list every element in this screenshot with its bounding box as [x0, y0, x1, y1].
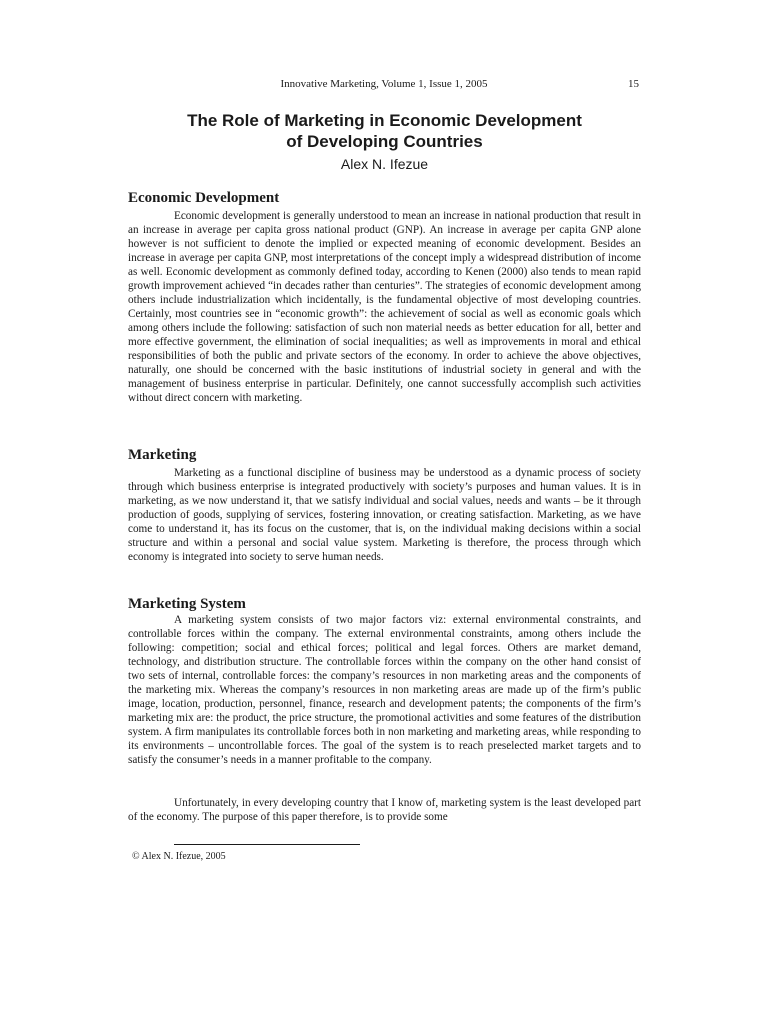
section-heading-marketing: Marketing [128, 447, 197, 463]
article-title [128, 110, 641, 152]
title-line-2: of Developing Countries [286, 132, 483, 151]
section-heading-economic-development: Economic Development [128, 190, 280, 206]
paragraph-marketing-system-1: A marketing system consists of two major factors viz: external environmental constraints, and controllable forces within the company. The external environmental constraints, among others include the following: competition; social and ethical forces; political and legal forces. Others are market demand, technology, and distribution structure. The controllable forces within the company on the other hand consist of two sets of internal, controllable forces: the company’s resources in non marketing areas and the components of the marketing mix. Whereas the company’s resources in non marketing areas are made up of the firm’s public image, location, production, personnel, finance, research and development patents; the components of the firm’s marketing mix are: the product, the price structure, the promotional activities and some features of the distribution system. A firm manipulates its controllable forces both in non marketing and marketing areas, while responding to its environments – uncontrollable forces. The goal of the system is to reach preselected market targets and to satisfy the consumer’s needs in a manner profitable to the company. [128, 614, 641, 766]
running-head: Innovative Marketing, Volume 1, Issue 1, 2005 [280, 78, 488, 90]
paragraph-economic-development: Economic development is generally understood to mean an increase in national production that result in an increase in average per capita gross national product (GNP). An increase in average per capita GNP alone however is not sufficient to denote the implied or expected meaning of economic development. Besides an increase in average per capita GNP, most interpretations of the concept imply a widespread distribution of income as well. Economic development as commonly defined today, according to Kenen (2000) also tends to mean rapid growth improvement achieved “in decades rather than centuries”. The strategies of economic development among others include industrialization which incidentally, is the fundamental objective of most developing countries. Certainly, most countries see in “economic growth”: the achievement of social as well as economic goals which among others include the following: satisfaction of such non material needs as better education for all, better and more effective government, the elimination of social inequalities; as well as improvements in moral and ethical responsibilities of both the public and private sectors of the economy. In order to achieve the above objectives, naturally, one should be concerned with the basic institutions of industrial society in general and with the management of business enterprise in particular. Definitely, one cannot successfully accomplish such activities without direct concern with marketing. [128, 210, 641, 404]
title-line-1: The Role of Marketing in Economic Development [187, 111, 582, 130]
page-number: 15 [628, 78, 639, 90]
paragraph-marketing-system-2: Unfortunately, in every developing country that I know of, marketing system is the least developed part of the economy. The purpose of this paper therefore, is to provide some [128, 797, 641, 823]
author-name: Alex N. Ifezue [340, 156, 429, 172]
section-heading-marketing-system: Marketing System [128, 596, 246, 612]
footnote-divider [174, 844, 360, 845]
copyright-footnote: © Alex N. Ifezue, 2005 [132, 851, 226, 862]
paragraph-marketing: Marketing as a functional discipline of business may be understood as a dynamic process of society through which business enterprise is integrated productively with society’s purposes and human values. It is in marketing, as we now understand it, that we satisfy individual and social values, needs and wants – be it through production of goods, supplying of services, fostering innovation, or creating satisfaction. Marketing, as we have come to understand it, has its focus on the customer, that is, on the individual making decisions within a social structure and within a personal and social value system. Marketing is therefore, the process through which economy is integrated into society to serve human needs. [128, 467, 641, 563]
